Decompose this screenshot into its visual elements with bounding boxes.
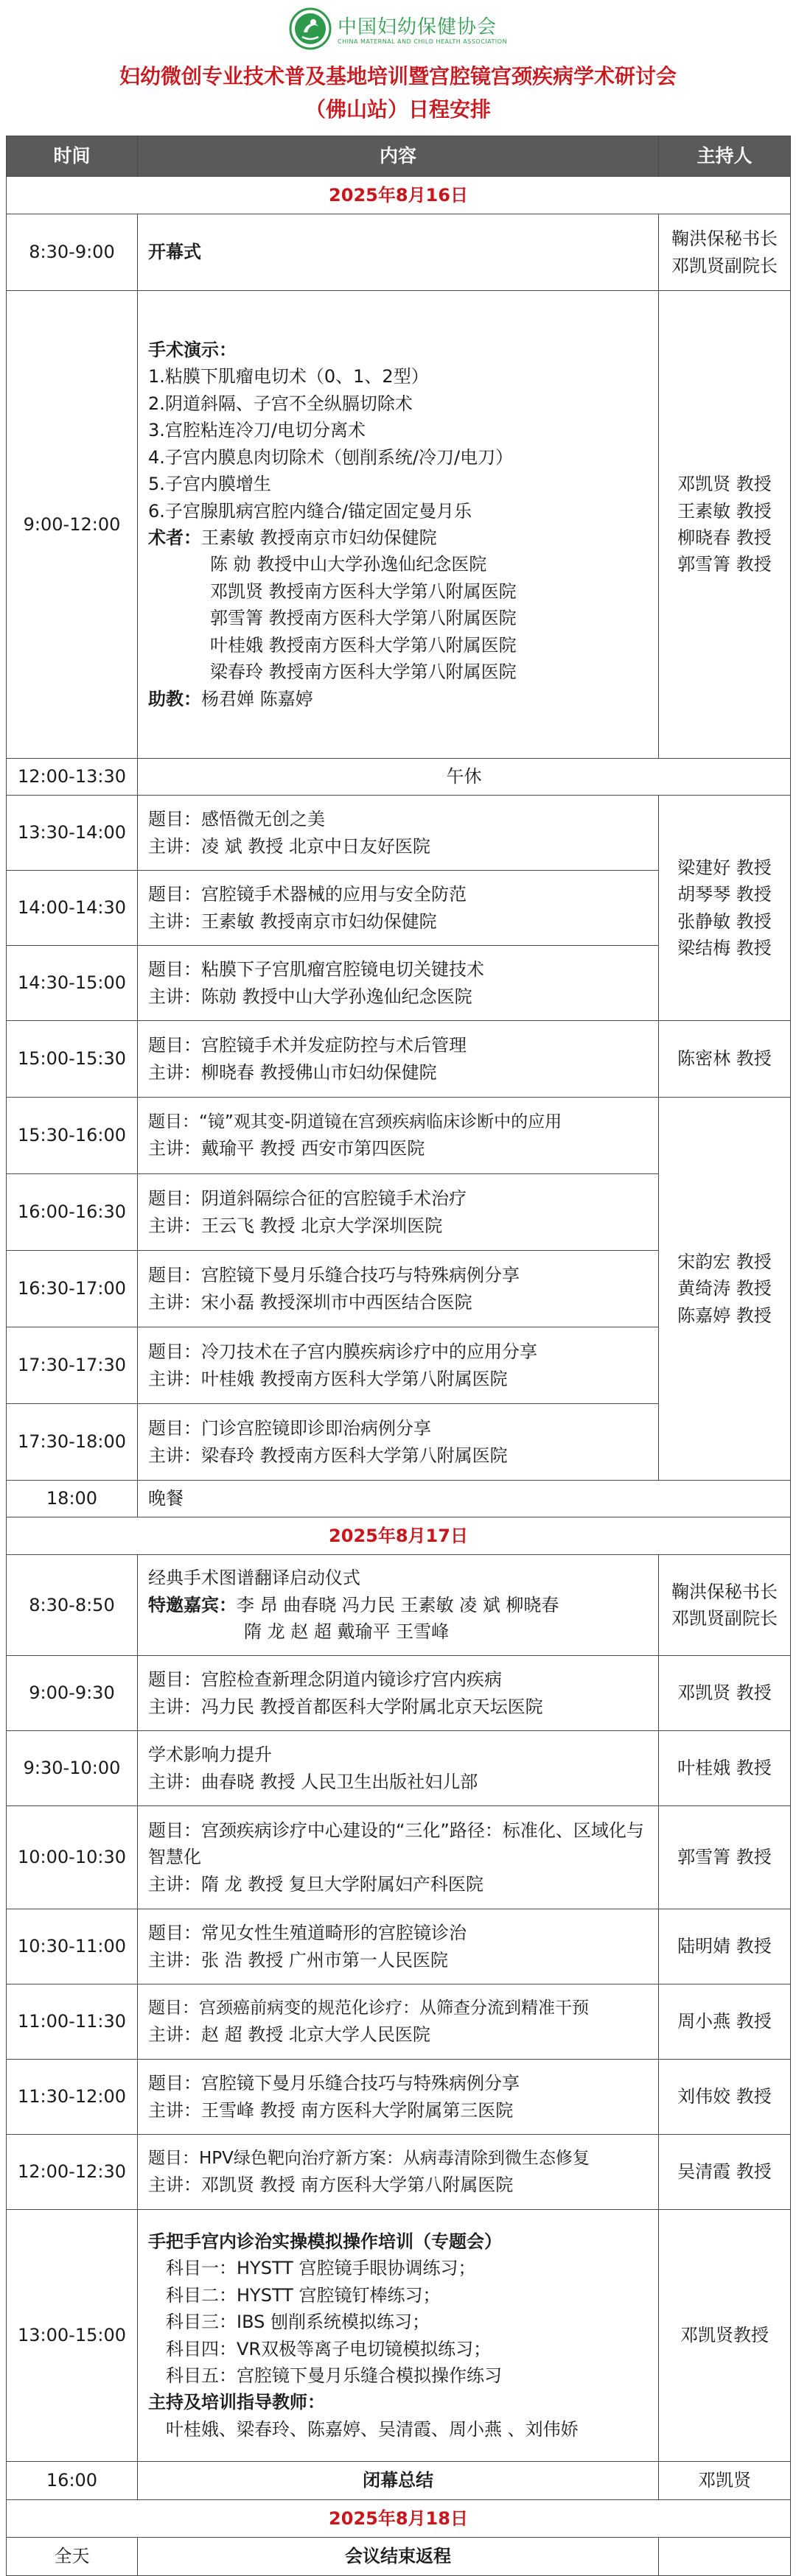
content-cell bbox=[138, 1806, 659, 1909]
time-cell: 10:00-10:30 bbox=[7, 1806, 138, 1909]
return-cell: 会议结束返程 bbox=[138, 2538, 659, 2576]
date-row bbox=[7, 2500, 791, 2538]
table-row bbox=[7, 1021, 791, 1098]
topic: 题目：冷刀技术在子宫内膜疾病诊疗中的应用分享 bbox=[148, 1341, 537, 1363]
teachers-label: 主持及培训指导教师： bbox=[148, 2392, 325, 2413]
time-cell: 16:00 bbox=[7, 2462, 138, 2500]
content-cell bbox=[138, 1251, 659, 1327]
table-header-row bbox=[7, 136, 791, 177]
content-cell bbox=[138, 1327, 659, 1404]
date-row bbox=[7, 1517, 791, 1555]
host-name: 鞠洪保秘书长 bbox=[671, 1581, 778, 1602]
content-cell bbox=[138, 2210, 659, 2462]
table-row bbox=[7, 1984, 791, 2060]
content-cell bbox=[138, 1098, 659, 1174]
topic: 题目：“镜”观其变-阴道镜在宫颈疾病临床诊断中的应用 bbox=[148, 1112, 562, 1131]
column-header-host: 主持人 bbox=[659, 136, 791, 177]
content-cell bbox=[138, 291, 659, 759]
content-cell bbox=[138, 796, 659, 871]
host-cell: 郭雪箐 教授 bbox=[659, 1806, 791, 1909]
host-name: 梁结梅 教授 bbox=[677, 937, 772, 958]
host-cell: 周小燕 教授 bbox=[659, 1984, 791, 2060]
table-row bbox=[7, 1481, 791, 1517]
table-row bbox=[7, 2210, 791, 2462]
list-item: 科目五：宫腔镜下曼月乐缝合模拟操作练习 bbox=[166, 2365, 502, 2386]
speaker: 主讲：隋 龙 教授 复旦大学附属妇产科医院 bbox=[148, 1873, 483, 1895]
host-cell: 邓凯贤教授 bbox=[659, 2210, 791, 2462]
topic: 题目：宫腔镜手术并发症防控与术后管理 bbox=[148, 1035, 467, 1056]
list-item: 科目三：IBS 刨削系统模拟练习； bbox=[166, 2312, 430, 2333]
speaker: 主讲：王云飞 教授 北京大学深圳医院 bbox=[148, 1215, 443, 1236]
content-cell bbox=[138, 946, 659, 1021]
content-cell bbox=[138, 1656, 659, 1731]
table-row bbox=[7, 1098, 791, 1174]
table-row bbox=[7, 759, 791, 796]
table-row bbox=[7, 291, 791, 759]
time-cell: 9:00-9:30 bbox=[7, 1656, 138, 1731]
table-row bbox=[7, 214, 791, 291]
topic: 题目：宫腔镜下曼月乐缝合技巧与特殊病例分享 bbox=[148, 1265, 520, 1286]
table-row bbox=[7, 2060, 791, 2135]
speaker: 主讲：凌 斌 教授 北京中日友好医院 bbox=[148, 835, 430, 857]
content-cell bbox=[138, 214, 659, 291]
topic: 题目：宫颈癌前病变的规范化诊疗：从筛查分流到精准干预 bbox=[148, 1998, 589, 2018]
table-row bbox=[7, 1909, 791, 1984]
host-name: 鞠洪保秘书长 bbox=[671, 228, 778, 250]
host-name: 邓凯贤副院长 bbox=[671, 1608, 778, 1629]
guest-names: 隋 龙 赵 超 戴瑜平 王雪峰 bbox=[244, 1621, 450, 1643]
time-cell: 9:00-12:00 bbox=[7, 291, 138, 759]
speaker: 主讲：王素敏 教授南京市妇幼保健院 bbox=[148, 910, 437, 932]
speaker: 主讲：叶桂娥 教授南方医科大学第八附属医院 bbox=[148, 1368, 508, 1389]
topic: 题目：HPV绿色靶向治疗新方案：从病毒清除到微生态修复 bbox=[148, 2148, 590, 2168]
closing-cell: 闭幕总结 bbox=[138, 2462, 659, 2500]
time-cell: 14:00-14:30 bbox=[7, 871, 138, 946]
host-cell: 邓凯贤 教授 bbox=[659, 1656, 791, 1731]
time-cell: 18:00 bbox=[7, 1481, 138, 1517]
host-cell: 吴清霞 教授 bbox=[659, 2135, 791, 2210]
speaker: 主讲：柳晓春 教授佛山市妇幼保健院 bbox=[148, 1061, 437, 1083]
teacher-names: 叶桂娥、梁春玲、陈嘉婷、吴清霞、周小燕 、刘伟娇 bbox=[166, 2418, 579, 2440]
content-cell bbox=[138, 1909, 659, 1984]
date-day3: 2025年8月18日 bbox=[7, 2500, 791, 2538]
list-item: 科目一：HYSTT 宫腔镜手眼协调练习； bbox=[166, 2258, 476, 2279]
table-row bbox=[7, 1555, 791, 1656]
host-cell: 陆明婧 教授 bbox=[659, 1909, 791, 1984]
speaker: 主讲：邓凯贤 教授 南方医科大学第八附属医院 bbox=[148, 2174, 514, 2195]
assistant-label: 助教： bbox=[148, 688, 201, 709]
list-item: 科目二：HYSTT 宫腔镜钉棒练习； bbox=[166, 2284, 441, 2306]
guest-names: 李 昂 曲春晓 冯力民 王素敏 凌 斌 柳晓春 bbox=[237, 1594, 559, 1615]
surgeon-label: 术者： bbox=[148, 527, 201, 548]
content-cell bbox=[138, 1404, 659, 1481]
topic: 题目：粘膜下子宫肌瘤宫腔镜电切关键技术 bbox=[148, 959, 484, 980]
content-cell bbox=[138, 1731, 659, 1806]
table-row bbox=[7, 1731, 791, 1806]
host-cell: 叶桂娥 教授 bbox=[659, 1731, 791, 1806]
host-name: 邓凯贤副院长 bbox=[671, 255, 778, 276]
host-name: 梁建好 教授 bbox=[677, 857, 772, 878]
topic: 题目：宫腔镜下曼月乐缝合技巧与特殊病例分享 bbox=[148, 2073, 520, 2094]
assistant-line bbox=[148, 686, 658, 712]
guests-label: 特邀嘉宾： bbox=[148, 1594, 237, 1615]
host-name: 邓凯贤 教授 bbox=[677, 474, 772, 495]
surgeon-name: 王素敏 教授南京市妇幼保健院 bbox=[201, 527, 437, 548]
surgeon-line bbox=[148, 524, 658, 551]
schedule-table bbox=[6, 136, 791, 2576]
logo bbox=[0, 4, 796, 50]
time-cell: 16:30-17:00 bbox=[7, 1251, 138, 1327]
session-title: 开幕式 bbox=[148, 242, 201, 263]
list-item: 1.粘膜下肌瘤电切术（0、1、2型） bbox=[148, 366, 429, 387]
surgeon-name: 叶桂娥 教授南方医科大学第八附属医院 bbox=[210, 634, 517, 656]
break-cell: 晚餐 bbox=[138, 1481, 791, 1517]
assistant-names: 杨君婵 陈嘉婷 bbox=[201, 688, 313, 709]
table-row bbox=[7, 2462, 791, 2500]
list-item: 5.子宫内膜增生 bbox=[148, 474, 271, 495]
surgeon-name: 梁春玲 教授南方医科大学第八附属医院 bbox=[210, 661, 517, 683]
host-name: 黄绮涛 教授 bbox=[677, 1278, 772, 1299]
host-cell bbox=[659, 1555, 791, 1656]
section-heading: 手术演示： bbox=[148, 339, 237, 360]
table-row bbox=[7, 1656, 791, 1731]
host-name: 郭雪箐 教授 bbox=[677, 554, 772, 575]
time-cell: 15:30-16:00 bbox=[7, 1098, 138, 1174]
date-row bbox=[7, 177, 791, 214]
list-item: 4.子宫内膜息肉切除术（刨削系统/冷刀/电刀） bbox=[148, 446, 514, 468]
date-day2: 2025年8月17日 bbox=[7, 1517, 791, 1555]
host-name: 宋韵宏 教授 bbox=[677, 1251, 772, 1272]
topic: 题目：门诊宫腔镜即诊即治病例分享 bbox=[148, 1418, 431, 1439]
list-item: 6.子宫腺肌病宫腔内缝合/锚定固定曼月乐 bbox=[148, 500, 472, 522]
time-cell: 全天 bbox=[7, 2538, 138, 2576]
time-cell: 13:30-14:00 bbox=[7, 796, 138, 871]
topic: 题目：宫腔镜手术器械的应用与安全防范 bbox=[148, 884, 467, 905]
time-cell: 10:30-11:00 bbox=[7, 1909, 138, 1984]
host-name: 柳晓春 教授 bbox=[677, 527, 772, 548]
page-title: 妇幼微创专业技术普及基地培训暨宫腔镜宫颈疾病学术研讨会 bbox=[119, 64, 677, 88]
time-cell: 17:30-18:00 bbox=[7, 1404, 138, 1481]
time-cell: 11:30-12:00 bbox=[7, 2060, 138, 2135]
speaker: 主讲：张 浩 教授 广州市第一人民医院 bbox=[148, 1949, 448, 1970]
speaker: 主讲：陈勍 教授中山大学孙逸仙纪念医院 bbox=[148, 986, 472, 1007]
org-name-en: CHINA MATERNAL AND CHILD HEALTH ASSOCIATION bbox=[338, 38, 508, 45]
topic: 学术影响力提升 bbox=[148, 1744, 272, 1766]
table-row bbox=[7, 1806, 791, 1909]
host-cell-empty bbox=[659, 2538, 791, 2576]
speaker: 主讲：冯力民 教授首都医科大学附属北京天坛医院 bbox=[148, 1696, 543, 1717]
topic: 题目：感悟微无创之美 bbox=[148, 809, 325, 830]
topic: 题目：常见女性生殖道畸形的宫腔镜诊治 bbox=[148, 1923, 467, 1944]
speaker: 主讲：宋小磊 教授深圳市中西医结合医院 bbox=[148, 1291, 472, 1313]
session-title: 经典手术图谱翻译启动仪式 bbox=[148, 1568, 360, 1589]
surgeon-name: 郭雪箐 教授南方医科大学第八附属医院 bbox=[210, 608, 517, 629]
list-item: 科目四：VR双极等离子电切镜模拟练习； bbox=[166, 2338, 492, 2359]
time-cell: 13:00-15:00 bbox=[7, 2210, 138, 2462]
content-cell bbox=[138, 871, 659, 946]
section-heading: 手把手宫内诊治实操模拟操作培训（专题会） bbox=[148, 2231, 502, 2252]
host-cell bbox=[659, 1098, 791, 1481]
host-cell bbox=[659, 214, 791, 291]
time-cell: 11:00-11:30 bbox=[7, 1984, 138, 2060]
surgeon-name: 邓凯贤 教授南方医科大学第八附属医院 bbox=[210, 580, 517, 602]
topic: 题目：宫腔检查新理念阴道内镜诊疗宫内疾病 bbox=[148, 1669, 502, 1691]
list-item: 3.宫腔粘连冷刀/电切分离术 bbox=[148, 420, 366, 441]
content-cell bbox=[138, 1984, 659, 2060]
surgeon-name: 陈 勍 教授中山大学孙逸仙纪念医院 bbox=[210, 554, 487, 575]
host-cell bbox=[659, 796, 791, 1021]
host-name: 陈嘉婷 教授 bbox=[677, 1305, 772, 1326]
speaker: 主讲：戴瑜平 教授 西安市第四医院 bbox=[148, 1137, 425, 1159]
host-name: 王素敏 教授 bbox=[677, 500, 772, 522]
column-header-time: 时间 bbox=[7, 136, 138, 177]
time-cell: 12:00-13:30 bbox=[7, 759, 138, 796]
time-cell: 15:00-15:30 bbox=[7, 1021, 138, 1098]
host-cell bbox=[659, 291, 791, 759]
time-cell: 14:30-15:00 bbox=[7, 946, 138, 1021]
time-cell: 12:00-12:30 bbox=[7, 2135, 138, 2210]
host-cell: 刘伟姣 教授 bbox=[659, 2060, 791, 2135]
column-header-content: 内容 bbox=[138, 136, 659, 177]
association-emblem-icon bbox=[289, 7, 332, 50]
content-cell bbox=[138, 2060, 659, 2135]
content-cell bbox=[138, 1174, 659, 1251]
list-item: 2.阴道斜隔、子宫不全纵膈切除术 bbox=[148, 393, 413, 414]
content-cell bbox=[138, 1021, 659, 1098]
content-cell bbox=[138, 2135, 659, 2210]
host-name: 张静敏 教授 bbox=[677, 910, 772, 932]
table-row bbox=[7, 796, 791, 871]
speaker: 主讲：梁春玲 教授南方医科大学第八附属医院 bbox=[148, 1445, 508, 1466]
time-cell: 16:00-16:30 bbox=[7, 1174, 138, 1251]
time-cell: 8:30-8:50 bbox=[7, 1555, 138, 1656]
date-day1: 2025年8月16日 bbox=[7, 177, 791, 214]
topic: 题目：阴道斜隔综合征的宫腔镜手术治疗 bbox=[148, 1188, 467, 1210]
page-subtitle: （佛山站）日程安排 bbox=[304, 97, 491, 122]
speaker: 主讲：赵 超 教授 北京大学人民医院 bbox=[148, 2024, 430, 2045]
time-cell: 9:30-10:00 bbox=[7, 1731, 138, 1806]
break-cell: 午休 bbox=[138, 759, 791, 796]
host-cell: 邓凯贤 bbox=[659, 2462, 791, 2500]
table-row bbox=[7, 2135, 791, 2210]
topic: 题目：宫颈疾病诊疗中心建设的“三化”路径：标准化、区域化与智慧化 bbox=[148, 1819, 644, 1868]
content-cell bbox=[138, 1555, 659, 1656]
time-cell: 8:30-9:00 bbox=[7, 214, 138, 291]
speaker: 主讲：曲春晓 教授 人民卫生出版社妇儿部 bbox=[148, 1771, 478, 1792]
org-name: 中国妇幼保健协会 bbox=[338, 16, 498, 38]
time-cell: 17:30-17:30 bbox=[7, 1327, 138, 1404]
host-name: 胡琴琴 教授 bbox=[677, 884, 772, 905]
host-cell: 陈密林 教授 bbox=[659, 1021, 791, 1098]
speaker: 主讲：王雪峰 教授 南方医科大学附属第三医院 bbox=[148, 2099, 514, 2121]
table-row bbox=[7, 2538, 791, 2576]
